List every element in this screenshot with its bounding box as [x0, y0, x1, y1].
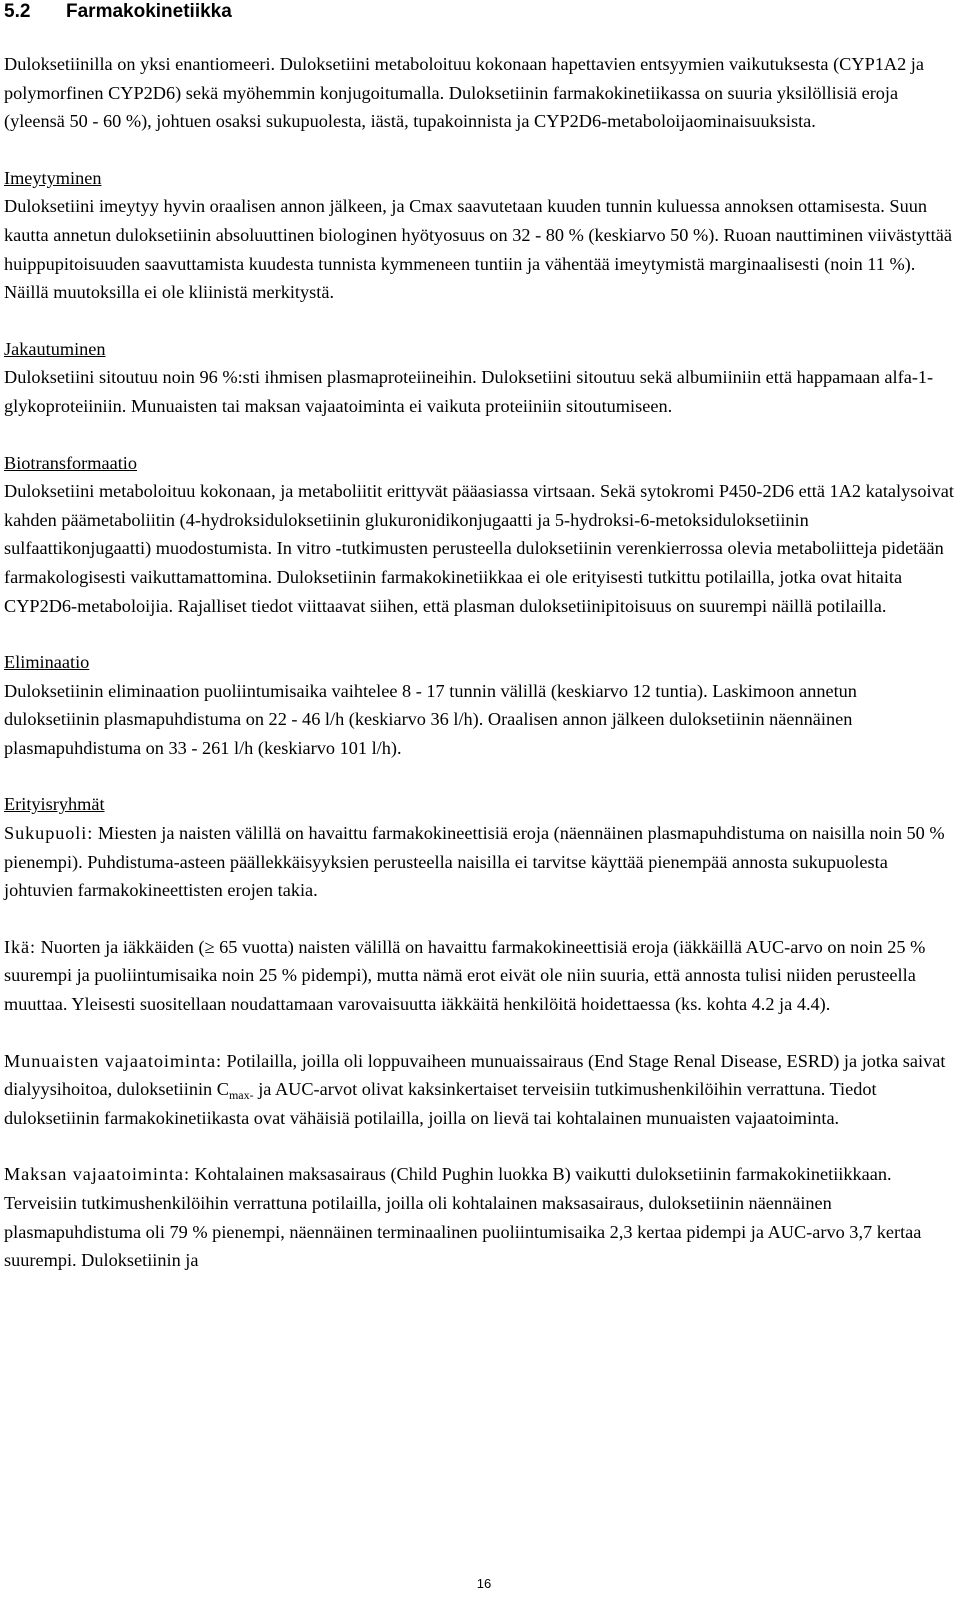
elimination-section [4, 648, 954, 762]
renal-paragraph [4, 1047, 954, 1133]
gender-paragraph [4, 819, 954, 905]
document-body [4, 50, 954, 1303]
age-paragraph [4, 933, 954, 1019]
age-text: Nuorten ja iäkkäiden (≥ 65 vuotta) naisten välillä on havaittu farmakokineettisiä eroja (iäkkäillä AUC-arvo on noin 25 % suurempi ja puoliintumisaika noin 25 % pidempi), mutta nämä erot eivät ole niin suuria, että annosta tulisi niiden perusteella muuttaa. Yleisesti suositellaan noudattamaan varovaisuutta iäkkäitä henkilöitä hoidettaessa (ks. kohta 4.2 ja 4.4). [4, 936, 926, 1015]
renal-lead: Munuaisten vajaatoiminta: [4, 1050, 222, 1071]
absorption-heading: Imeytyminen [4, 167, 102, 188]
cmax-subscript: max- [228, 1088, 254, 1103]
biotransformation-paragraph: Duloksetiini metaboloituu kokonaan, ja metaboliitit erittyvät pääasiassa virtsaan. Sekä sytokromi P450-2D6 että 1A2 katalysoivat kahden päämetaboliitin (4-hydroksiduloksetiinin glukuronidikonjugaatti ja 5-hydroksi-6-metoksiduloksetiinin sulfaattikonjugaatti) muodostumista. In vitro -tutkimusten perusteella duloksetiinin verenkierrossa olevia metaboliitteja pidetään farmakologisesti vaikuttamattomina. Duloksetiinin farmakokinetiikkaa ei ole erityisesti tutkittu potilailla, jotka ovat hitaita CYP2D6-metaboloijia. Rajalliset tiedot viittaavat siihen, että plasman duloksetiinipitoisuus on suurempi näillä potilailla. [4, 481, 954, 616]
elimination-heading: Eliminaatio [4, 652, 90, 673]
section-heading [4, 0, 232, 26]
section-title: Farmakokinetiikka [66, 1, 232, 22]
absorption-section [4, 164, 954, 307]
renal-text-after: ja AUC-arvot olivat kaksinkertaiset terveisiin tutkimushenkilöihin verrattuna. Tiedot duloksetiinin farmakokinetiikasta ovat vähäisiä potilailla, joilla on lievä tai kohtalainen munuaisten vajaatoiminta. [4, 1079, 877, 1128]
age-lead: Ikä: [4, 936, 37, 957]
page-number: 16 [476, 1576, 492, 1591]
intro-paragraph: Duloksetiinilla on yksi enantiomeeri. Duloksetiini metaboloituu kokonaan hapettavien entsyymien vaikutuksesta (CYP1A2 ja polymorfinen CYP2D6) sekä myöhemmin konjugoitumalla. Duloksetiinin farmakokinetiikassa on suuria yksilöllisiä eroja (yleensä 50 - 60 %), johtuen osaksi sukupuolesta, iästä, tupakoinnista ja CYP2D6-metaboloijaominaisuuksista. [4, 54, 924, 132]
gender-text: Miesten ja naisten välillä on havaittu farmakokineettisiä eroja (näennäinen plasmapuhdistuma on naisilla noin 50 % pienempi). Puhdistuma-asteen päällekkäisyyksien perusteella naisilla ei tarvitse käyttää pienempää annosta sukupuolesta johtuvien farmakokineettisten erojen takia. [4, 823, 945, 901]
gender-lead: Sukupuoli: [4, 823, 94, 844]
hepatic-text: Kohtalainen maksasairaus (Child Pughin luokka B) vaikutti duloksetiinin farmakokinetiikkaan. Terveisiin tutkimushenkilöihin verrattuna potilailla, joilla oli kohtalainen maksasairaus, duloksetiinin näennäinen plasmapuhdistuma oli 79 % pienempi, näennäinen terminaalinen puoliintumisaika 2,3 kertaa pidempi ja AUC-arvo 3,7 kertaa suurempi. Duloksetiinin ja [4, 1164, 922, 1271]
intro-section [4, 50, 954, 136]
elimination-paragraph: Duloksetiinin eliminaation puoliintumisaika vaihtelee 8 - 17 tunnin välillä (keskiarvo 12 tuntia). Laskimoon annetun duloksetiinin plasmapuhdistuma on 22 - 46 l/h (keskiarvo 36 l/h). Oraalisen annon jälkeen duloksetiinin näennäinen plasmapuhdistuma on 33 - 261 l/h (keskiarvo 101 l/h). [4, 680, 857, 758]
hepatic-lead: Maksan vajaatoiminta: [4, 1164, 190, 1185]
section-number: 5.2 [4, 1, 31, 22]
biotransformation-section [4, 449, 954, 621]
hepatic-paragraph [4, 1160, 954, 1274]
special-groups-heading: Erityisryhmät [4, 794, 105, 815]
distribution-section [4, 335, 954, 421]
absorption-paragraph: Duloksetiini imeytyy hyvin oraalisen annon jälkeen, ja Cmax saavutetaan kuuden tunnin kuluessa annoksen ottamisesta. Suun kautta annetun duloksetiinin absoluuttinen biologinen hyötyosuus on 32 - 80 % (keskiarvo 50 %). Ruoan nauttiminen viivästyttää huippupitoisuuden saavuttamista kuudesta tunnista kymmeneen tuntiin ja vähentää imeytymistä marginaalisesti (noin 11 %). Näillä muutoksilla ei ole kliinistä merkitystä. [4, 196, 952, 303]
distribution-paragraph: Duloksetiini sitoutuu noin 96 %:sti ihmisen plasmaproteiineihin. Duloksetiini sitoutuu sekä albumiiniin että happamaan alfa-1-glykoproteiiniin. Munuaisten tai maksan vajaatoiminta ei vaikuta proteiiniin sitoutumiseen. [4, 367, 934, 416]
page-footer [0, 1570, 960, 1599]
biotransformation-heading: Biotransformaatio [4, 452, 138, 473]
renal-text-before: Potilailla, joilla oli loppuvaiheen munuaissairaus (End Stage Renal Disease, ESRD) ja jotka saivat dialyysihoitoa, duloksetiinin C [4, 1050, 946, 1100]
special-groups-section [4, 790, 954, 1274]
distribution-heading: Jakautuminen [4, 338, 106, 359]
